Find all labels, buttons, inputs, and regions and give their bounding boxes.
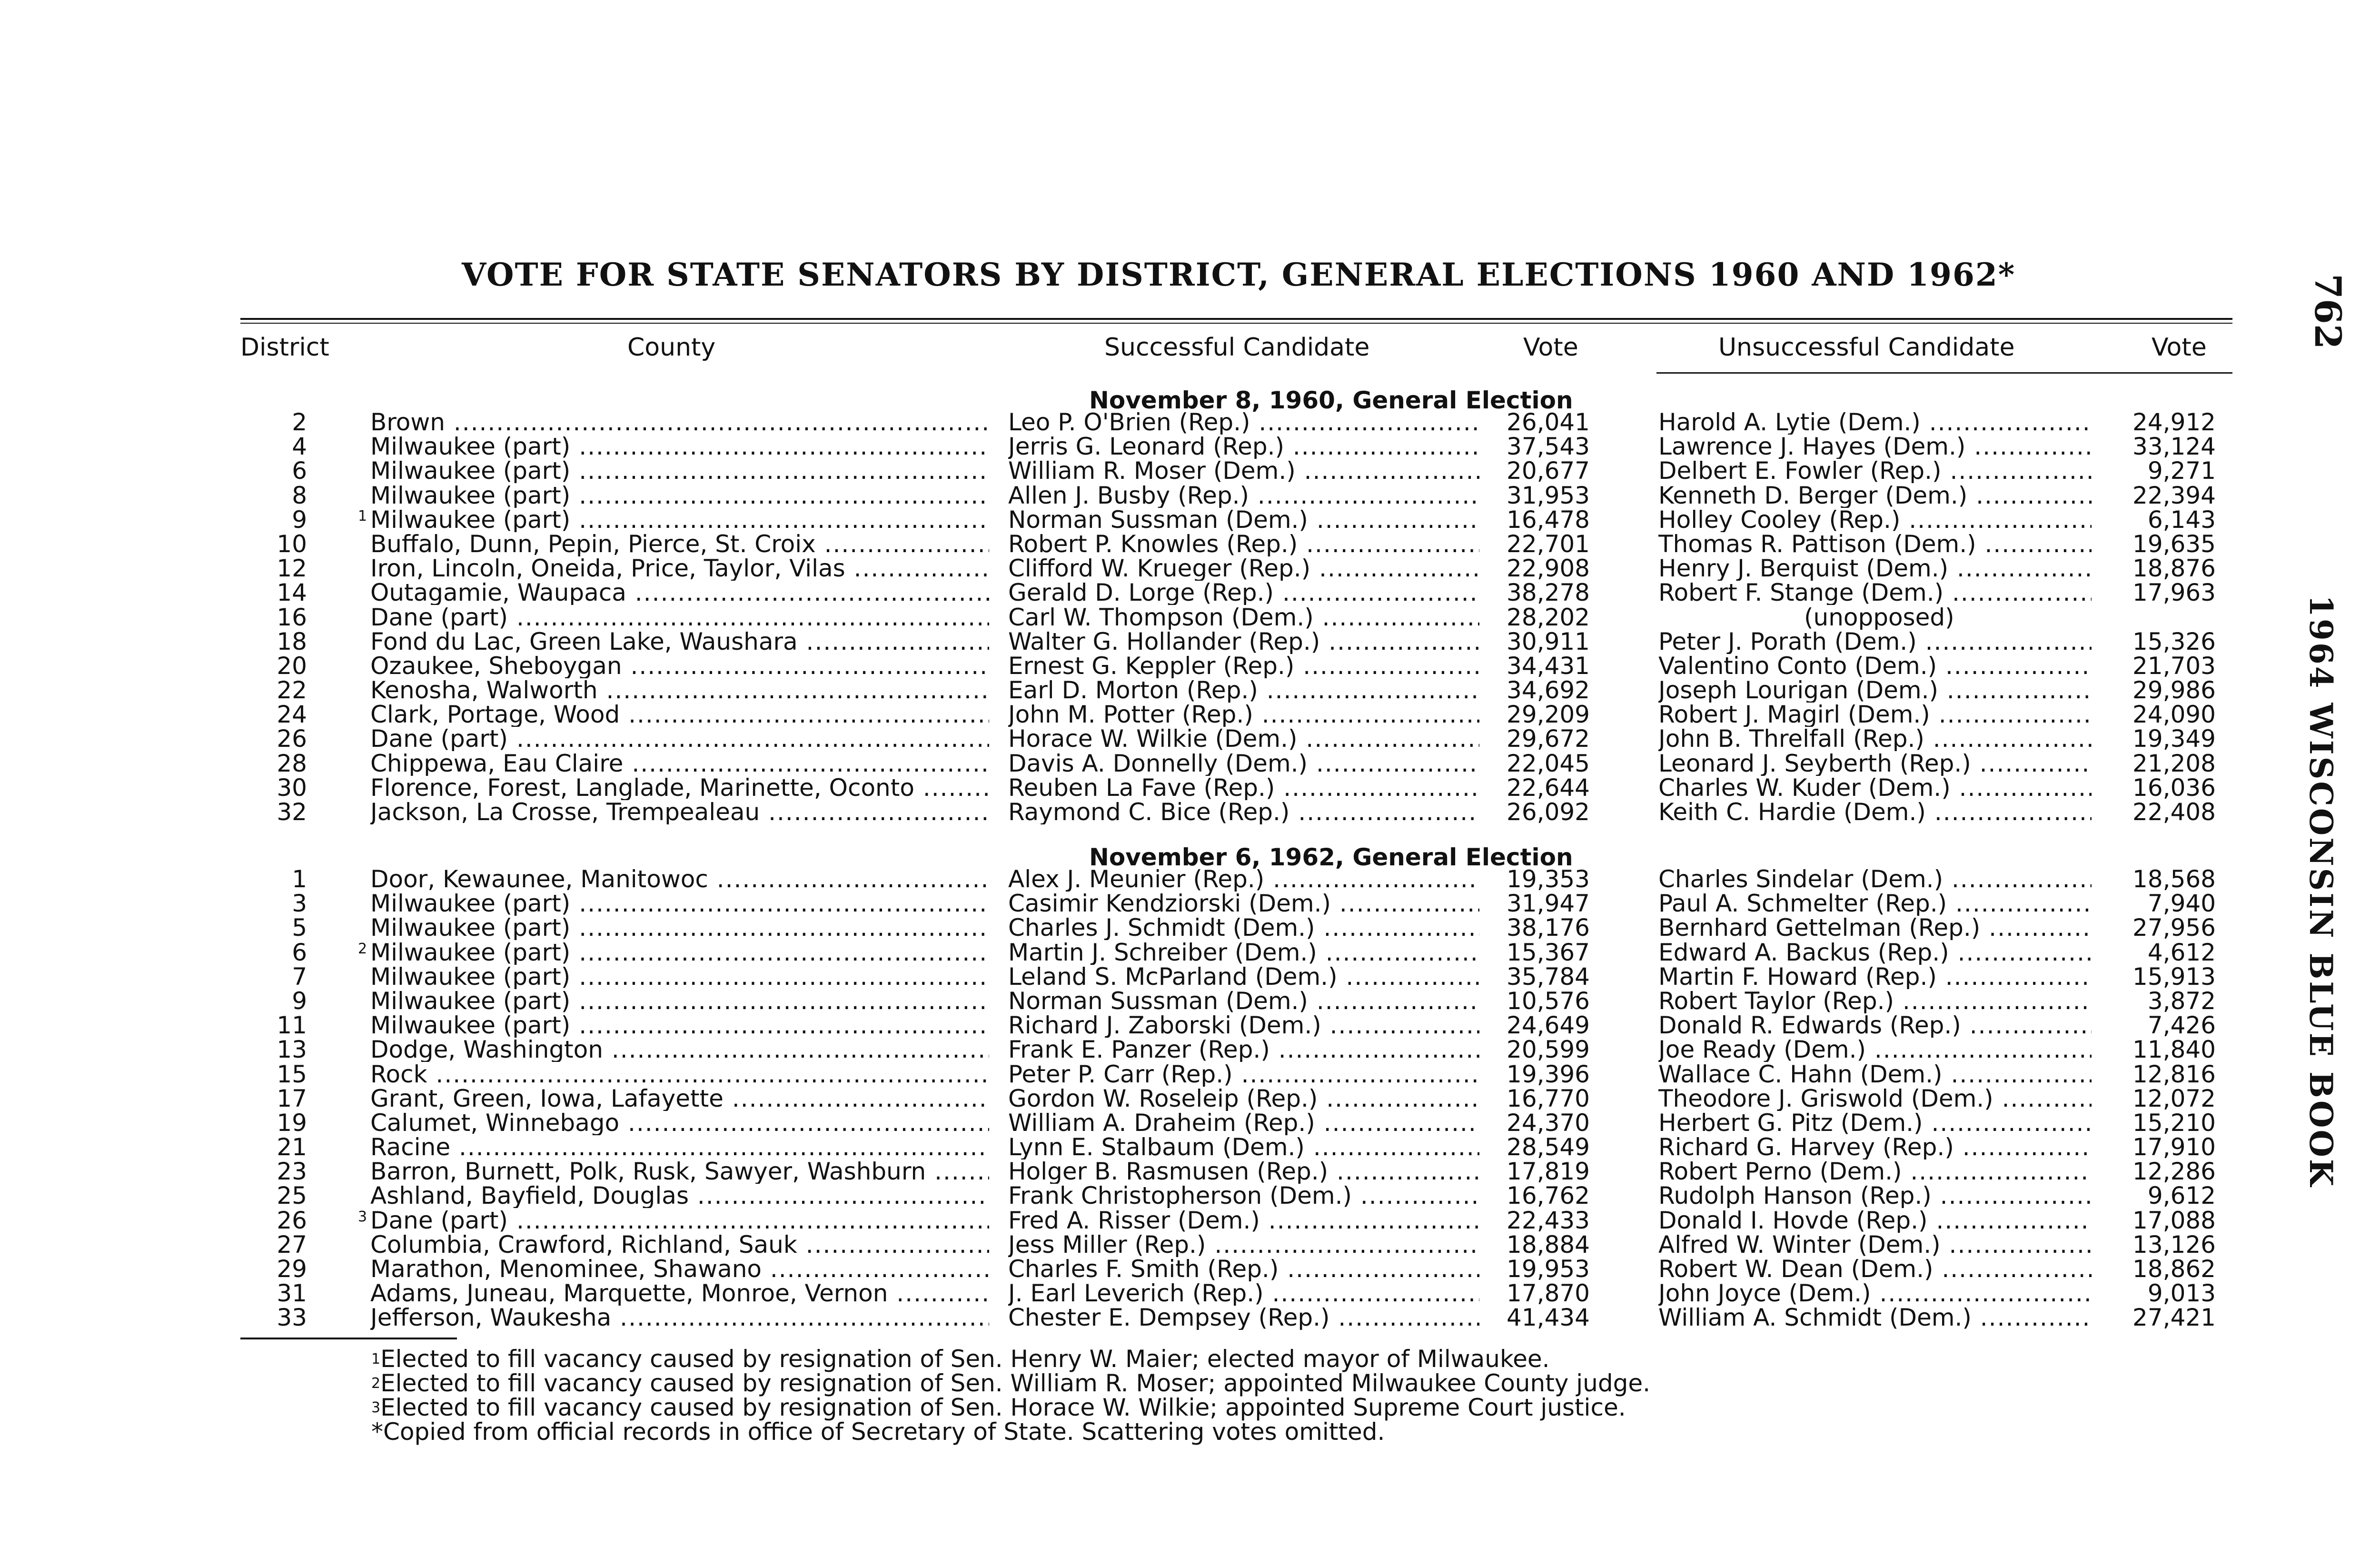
district-cell: 18 — [277, 627, 307, 655]
unsuccessful-vote-cell: 15,210 — [2132, 1109, 2216, 1137]
table-row — [0, 727, 2380, 751]
successful-candidate-cell: Frank E. Panzer (Rep.) ..... — [1008, 1038, 1479, 1062]
successful-vote-cell: 10,576 — [1507, 987, 1590, 1015]
footnote-rule — [240, 1338, 457, 1339]
county-cell: Calumet, Winnebago ..... — [370, 1111, 989, 1135]
table-top-rule — [240, 318, 2232, 320]
county-cell: Ozaukee, Sheboygan ..... — [370, 654, 989, 678]
district-cell: 32 — [277, 798, 307, 826]
unsuccessful-candidate-cell: Leonard J. Seyberth (Rep.) ..... — [1658, 752, 2092, 776]
successful-vote-cell: 16,478 — [1507, 505, 1590, 534]
unsuccessful-vote-cell: 3,872 — [2147, 987, 2216, 1015]
table-row — [0, 1013, 2380, 1038]
unsuccessful-candidate-cell: Robert J. Magirl (Dem.) ..... — [1658, 703, 2092, 727]
successful-vote-cell: 16,762 — [1507, 1182, 1590, 1210]
county-cell: Jackson, La Crosse, Trempealeau ..... — [370, 800, 989, 824]
successful-candidate-cell: Norman Sussman (Dem.) ..... — [1008, 508, 1479, 532]
unsuccessful-vote-cell: 18,876 — [2132, 555, 2216, 583]
table-row — [0, 749, 2380, 777]
header-county: County — [627, 333, 716, 362]
table-row — [0, 1084, 2380, 1112]
header-unsuccessful-candidate: Unsuccessful Candidate — [1718, 333, 2015, 362]
county-cell: Milwaukee (part) ..... — [370, 484, 989, 508]
district-cell: 11 — [277, 1011, 307, 1040]
successful-candidate-cell: J. Earl Leverich (Rep.) ..... — [1008, 1281, 1479, 1306]
unsuccessful-candidate-cell: (unopposed) — [1804, 605, 1954, 630]
footnote — [371, 1396, 1650, 1420]
successful-candidate-cell: Allen J. Busby (Rep.) ..... — [1008, 484, 1479, 508]
table-row — [0, 605, 2380, 630]
successful-candidate-cell: Casimir Kendziorski (Dem.) ..... — [1008, 892, 1479, 916]
county-cell: Dane (part) ..... — [370, 727, 989, 751]
table-row — [0, 962, 2380, 991]
successful-candidate-cell: Carl W. Thompson (Dem.) ..... — [1008, 605, 1479, 630]
table-row — [0, 627, 2380, 655]
footnotes — [371, 1347, 1650, 1444]
successful-vote-cell: 18,884 — [1507, 1230, 1590, 1259]
table-row — [0, 800, 2380, 824]
county-cell: Columbia, Crawford, Richland, Sauk ..... — [370, 1233, 989, 1257]
successful-candidate-cell: John M. Potter (Rep.) ..... — [1008, 703, 1479, 727]
county-cell: Dane (part) ..... — [370, 605, 989, 630]
successful-vote-cell: 22,433 — [1507, 1206, 1590, 1234]
county-cell: Rock ..... — [370, 1062, 989, 1087]
results-1960 — [0, 410, 2380, 824]
unsuccessful-candidate-cell: Charles W. Kuder (Dem.) ..... — [1658, 776, 2092, 800]
successful-vote-cell: 31,947 — [1507, 890, 1590, 918]
successful-vote-cell: 26,041 — [1507, 408, 1590, 436]
table-row — [0, 1160, 2380, 1184]
successful-vote-cell: 24,649 — [1507, 1011, 1590, 1040]
unsuccessful-vote-cell: 12,072 — [2132, 1084, 2216, 1112]
successful-candidate-cell: Leland S. McParland (Dem.) ..... — [1008, 965, 1479, 989]
unsuccessful-vote-cell: 18,568 — [2132, 865, 2216, 893]
unsuccessful-candidate-cell: Robert Perno (Dem.) ..... — [1658, 1160, 2092, 1184]
unsuccessful-candidate-cell: Edward A. Backus (Rep.) ..... — [1658, 941, 2092, 965]
unsuccessful-vote-cell: 18,862 — [2132, 1255, 2216, 1283]
successful-candidate-cell: Martin J. Schreiber (Dem.) ..... — [1008, 941, 1479, 965]
unsuccessful-candidate-cell: Thomas R. Pattison (Dem.) ..... — [1658, 532, 2092, 556]
successful-candidate-cell: Alex J. Meunier (Rep.) ..... — [1008, 867, 1479, 892]
header-vote-unsuccessful: Vote — [2152, 333, 2207, 362]
county-cell: Dane (part) ..... — [370, 1209, 989, 1233]
successful-candidate-cell: William A. Draheim (Rep.) ..... — [1008, 1111, 1479, 1135]
header-successful-candidate: Successful Candidate — [1104, 333, 1370, 362]
unsuccessful-candidate-cell: Alfred W. Winter (Dem.) ..... — [1658, 1233, 2092, 1257]
unsuccessful-candidate-cell: Rudolph Hanson (Rep.) ..... — [1658, 1184, 2092, 1208]
page-number: 762 — [2307, 274, 2349, 349]
county-cell: Door, Kewaunee, Manitowoc ..... — [370, 867, 989, 892]
unsuccessful-vote-cell: 6,143 — [2147, 505, 2216, 534]
county-cell: Kenosha, Walworth ..... — [370, 678, 989, 703]
unsuccessful-vote-cell: 22,408 — [2132, 798, 2216, 826]
table-top-rule-thin — [240, 323, 2232, 324]
district-cell: 12 — [277, 555, 307, 583]
successful-candidate-cell: Reuben La Fave (Rep.) ..... — [1008, 776, 1479, 800]
unsuccessful-vote-cell: 22,394 — [2132, 481, 2216, 509]
unsuccessful-vote-cell: 27,956 — [2132, 914, 2216, 942]
unsuccessful-vote-cell: 21,208 — [2132, 749, 2216, 777]
successful-vote-cell: 17,819 — [1507, 1158, 1590, 1186]
county-cell: Iron, Lincoln, Oneida, Price, Taylor, Vilas ..... — [370, 556, 989, 581]
header-bottom-rule — [1656, 372, 2232, 374]
county-cell: Milwaukee (part) ..... — [370, 941, 989, 965]
unsuccessful-candidate-cell: Joseph Lourigan (Dem.) ..... — [1658, 678, 2092, 703]
section-heading-1962: November 6, 1962, General Election — [1089, 843, 1573, 871]
results-1962 — [0, 867, 2380, 1330]
district-cell: 22 — [277, 676, 307, 704]
successful-candidate-cell: Earl D. Morton (Rep.) ..... — [1008, 678, 1479, 703]
table-row — [0, 1062, 2380, 1087]
successful-candidate-cell: Raymond C. Bice (Rep.) ..... — [1008, 800, 1479, 824]
county-cell: Racine ..... — [370, 1135, 989, 1160]
successful-candidate-cell: Jess Miller (Rep.) ..... — [1008, 1233, 1479, 1257]
unsuccessful-vote-cell: 13,126 — [2132, 1230, 2216, 1259]
county-cell: Ashland, Bayfield, Douglas ..... — [370, 1184, 989, 1208]
successful-candidate-cell: Leo P. O'Brien (Rep.) ..... — [1008, 410, 1479, 435]
district-cell: 25 — [277, 1182, 307, 1210]
successful-vote-cell: 17,870 — [1507, 1279, 1590, 1308]
unsuccessful-candidate-cell: Kenneth D. Berger (Dem.) ..... — [1658, 484, 2092, 508]
district-cell: 2 — [292, 408, 307, 436]
table-row — [0, 703, 2380, 727]
district-cell: 9 — [292, 987, 307, 1015]
footnote — [371, 1420, 1650, 1444]
table-row — [0, 1135, 2380, 1160]
successful-vote-cell: 28,549 — [1507, 1133, 1590, 1161]
successful-candidate-cell: Ernest G. Keppler (Rep.) ..... — [1008, 654, 1479, 678]
table-row — [0, 1230, 2380, 1259]
successful-candidate-cell: Fred A. Risser (Dem.) ..... — [1008, 1209, 1479, 1233]
header-vote: Vote — [1523, 333, 1578, 362]
district-cell: 1 — [292, 865, 307, 893]
successful-vote-cell: 41,434 — [1507, 1304, 1590, 1332]
county-cell: Buffalo, Dunn, Pepin, Pierce, St. Croix ..... — [370, 532, 989, 556]
footnote — [371, 1347, 1650, 1371]
table-row — [0, 892, 2380, 916]
unsuccessful-vote-cell: 9,271 — [2147, 457, 2216, 485]
successful-vote-cell: 19,353 — [1507, 865, 1590, 893]
table-row — [0, 1306, 2380, 1330]
unsuccessful-candidate-cell: Donald I. Hovde (Rep.) ..... — [1658, 1209, 2092, 1233]
unsuccessful-candidate-cell: Donald R. Edwards (Rep.) ..... — [1658, 1013, 2092, 1038]
successful-candidate-cell: Gerald D. Lorge (Rep.) ..... — [1008, 581, 1479, 605]
unsuccessful-vote-cell: 11,840 — [2132, 1036, 2216, 1064]
unsuccessful-candidate-cell: Delbert E. Fowler (Rep.) ..... — [1658, 459, 2092, 483]
county-cell: Milwaukee (part) ..... — [370, 916, 989, 940]
district-cell: 33 — [277, 1304, 307, 1332]
unsuccessful-vote-cell: 7,426 — [2147, 1011, 2216, 1040]
successful-vote-cell: 31,953 — [1507, 481, 1590, 509]
unsuccessful-candidate-cell: Harold A. Lytie (Dem.) ..... — [1658, 410, 2092, 435]
successful-candidate-cell: Robert P. Knowles (Rep.) ..... — [1008, 532, 1479, 556]
footnote-marker: 2 — [371, 1375, 381, 1392]
unsuccessful-candidate-cell: Richard G. Harvey (Rep.) ..... — [1658, 1135, 2092, 1160]
footnote-mark: 2 — [358, 940, 367, 957]
county-cell: Milwaukee (part) ..... — [370, 435, 989, 459]
successful-vote-cell: 38,176 — [1507, 914, 1590, 942]
successful-candidate-cell: Charles F. Smith (Rep.) ..... — [1008, 1257, 1479, 1281]
unsuccessful-candidate-cell: Henry J. Berquist (Dem.) ..... — [1658, 556, 2092, 581]
table-row — [0, 867, 2380, 892]
district-cell: 30 — [277, 773, 307, 802]
unsuccessful-vote-cell: 17,088 — [2132, 1206, 2216, 1234]
county-cell: Barron, Burnett, Polk, Rusk, Sawyer, Washburn ..... — [370, 1160, 989, 1184]
unsuccessful-vote-cell: 27,421 — [2132, 1304, 2216, 1332]
county-cell: Brown ..... — [370, 410, 989, 435]
county-cell: Milwaukee (part) ..... — [370, 508, 989, 532]
unsuccessful-vote-cell: 16,036 — [2132, 773, 2216, 802]
successful-candidate-cell: Norman Sussman (Dem.) ..... — [1008, 989, 1479, 1013]
successful-vote-cell: 29,672 — [1507, 725, 1590, 753]
footnote-mark: 3 — [358, 1208, 367, 1225]
successful-candidate-cell: Chester E. Dempsey (Rep.) ..... — [1008, 1306, 1479, 1330]
successful-candidate-cell: Richard J. Zaborski (Dem.) ..... — [1008, 1013, 1479, 1038]
footnote-marker: 1 — [371, 1351, 381, 1368]
district-cell: 21 — [277, 1133, 307, 1161]
unsuccessful-vote-cell: 12,286 — [2132, 1158, 2216, 1186]
successful-vote-cell: 22,908 — [1507, 555, 1590, 583]
district-cell: 10 — [277, 530, 307, 558]
county-cell: Milwaukee (part) ..... — [370, 459, 989, 483]
county-cell: Milwaukee (part) ..... — [370, 965, 989, 989]
successful-vote-cell: 38,278 — [1507, 579, 1590, 607]
county-cell: Milwaukee (part) ..... — [370, 892, 989, 916]
successful-candidate-cell: Clifford W. Krueger (Rep.) ..... — [1008, 556, 1479, 581]
district-cell: 4 — [292, 433, 307, 461]
district-cell: 28 — [277, 749, 307, 777]
successful-vote-cell: 28,202 — [1507, 603, 1590, 631]
district-cell: 31 — [277, 1279, 307, 1308]
footnote — [371, 1371, 1650, 1396]
footnote-text: Copied from official records in office of Secretary of State. Scattering votes omitted. — [383, 1418, 1385, 1446]
county-cell: Dodge, Washington ..... — [370, 1038, 989, 1062]
county-cell: Fond du Lac, Green Lake, Waushara ..... — [370, 630, 989, 654]
unsuccessful-candidate-cell: Martin F. Howard (Rep.) ..... — [1658, 965, 2092, 989]
successful-vote-cell: 24,370 — [1507, 1109, 1590, 1137]
table-row — [0, 581, 2380, 605]
unsuccessful-candidate-cell: Valentino Conto (Dem.) ..... — [1658, 654, 2092, 678]
unsuccessful-candidate-cell: Wallace C. Hahn (Dem.) ..... — [1658, 1062, 2092, 1087]
successful-vote-cell: 37,543 — [1507, 433, 1590, 461]
district-cell: 6 — [292, 457, 307, 485]
table-row — [0, 1038, 2380, 1062]
successful-vote-cell: 22,045 — [1507, 749, 1590, 777]
successful-vote-cell: 34,431 — [1507, 652, 1590, 680]
section-heading-1960: November 8, 1960, General Election — [1089, 386, 1573, 414]
county-cell: Florence, Forest, Langlade, Marinette, Oconto ..... — [370, 776, 989, 800]
footnote-marker: * — [371, 1418, 383, 1446]
district-cell: 14 — [277, 579, 307, 607]
district-cell: 5 — [292, 914, 307, 942]
unsuccessful-candidate-cell: Paul A. Schmelter (Rep.) ..... — [1658, 892, 2092, 916]
unsuccessful-vote-cell: 4,612 — [2147, 938, 2216, 966]
district-cell: 29 — [277, 1255, 307, 1283]
district-cell: 19 — [277, 1109, 307, 1137]
successful-candidate-cell: Lynn E. Stalbaum (Dem.) ..... — [1008, 1135, 1479, 1160]
successful-candidate-cell: Jerris G. Leonard (Rep.) ..... — [1008, 435, 1479, 459]
unsuccessful-candidate-cell: John Joyce (Dem.) ..... — [1658, 1281, 2092, 1306]
unsuccessful-candidate-cell: Keith C. Hardie (Dem.) ..... — [1658, 800, 2092, 824]
successful-vote-cell: 15,367 — [1507, 938, 1590, 966]
table-row — [0, 532, 2380, 556]
successful-candidate-cell: Holger B. Rasmusen (Rep.) ..... — [1008, 1160, 1479, 1184]
successful-vote-cell: 26,092 — [1507, 798, 1590, 826]
footnote-text: Elected to fill vacancy caused by resignation of Sen. Horace W. Wilkie; appointed Supreme Court justice. — [380, 1394, 1626, 1421]
successful-candidate-cell: Horace W. Wilkie (Dem.) ..... — [1008, 727, 1479, 751]
successful-vote-cell: 20,677 — [1507, 457, 1590, 485]
successful-vote-cell: 19,953 — [1507, 1255, 1590, 1283]
unsuccessful-vote-cell: 9,013 — [2147, 1279, 2216, 1308]
successful-vote-cell: 22,701 — [1507, 530, 1590, 558]
county-cell: Jefferson, Waukesha ..... — [370, 1306, 989, 1330]
district-cell: 23 — [277, 1158, 307, 1186]
unsuccessful-vote-cell: 24,912 — [2132, 408, 2216, 436]
table-row — [0, 916, 2380, 940]
successful-candidate-cell: Walter G. Hollander (Rep.) ..... — [1008, 630, 1479, 654]
table-row — [0, 556, 2380, 581]
district-cell: 24 — [277, 701, 307, 729]
table-row — [0, 505, 2380, 534]
unsuccessful-vote-cell: 15,326 — [2132, 627, 2216, 655]
table-row — [0, 678, 2380, 703]
unsuccessful-vote-cell: 24,090 — [2132, 701, 2216, 729]
unsuccessful-candidate-cell: Herbert G. Pitz (Dem.) ..... — [1658, 1111, 2092, 1135]
table-row — [0, 654, 2380, 678]
successful-vote-cell: 30,911 — [1507, 627, 1590, 655]
successful-vote-cell: 35,784 — [1507, 962, 1590, 991]
county-cell: Adams, Juneau, Marquette, Monroe, Vernon ..... — [370, 1281, 989, 1306]
successful-candidate-cell: Charles J. Schmidt (Dem.) ..... — [1008, 916, 1479, 940]
unsuccessful-candidate-cell: Charles Sindelar (Dem.) ..... — [1658, 867, 2092, 892]
unsuccessful-vote-cell: 9,612 — [2147, 1182, 2216, 1210]
footnote-text: Elected to fill vacancy caused by resignation of Sen. Henry W. Maier; elected mayor of Milwaukee. — [380, 1345, 1550, 1373]
successful-candidate-cell: Frank Christopherson (Dem.) ..... — [1008, 1184, 1479, 1208]
successful-vote-cell: 22,644 — [1507, 773, 1590, 802]
unsuccessful-vote-cell: 33,124 — [2132, 433, 2216, 461]
table-row — [0, 989, 2380, 1013]
table-row — [0, 1111, 2380, 1135]
successful-candidate-cell: Davis A. Donnelly (Dem.) ..... — [1008, 752, 1479, 776]
successful-vote-cell: 20,599 — [1507, 1036, 1590, 1064]
unsuccessful-candidate-cell: Robert W. Dean (Dem.) ..... — [1658, 1257, 2092, 1281]
running-header: 1964 WISCONSIN BLUE BOOK — [2302, 595, 2340, 1189]
footnote-marker: 3 — [371, 1399, 381, 1416]
district-cell: 16 — [277, 603, 307, 631]
county-cell: Milwaukee (part) ..... — [370, 1013, 989, 1038]
unsuccessful-candidate-cell: John B. Threlfall (Rep.) ..... — [1658, 727, 2092, 751]
successful-vote-cell: 34,692 — [1507, 676, 1590, 704]
unsuccessful-vote-cell: 7,940 — [2147, 890, 2216, 918]
successful-vote-cell: 19,396 — [1507, 1060, 1590, 1088]
table-row — [0, 1206, 2380, 1234]
page-title: VOTE FOR STATE SENATORS BY DISTRICT, GENERAL ELECTIONS 1960 AND 1962* — [462, 256, 2016, 293]
district-cell: 6 — [292, 938, 307, 966]
unsuccessful-vote-cell: 19,349 — [2132, 725, 2216, 753]
unsuccessful-vote-cell: 29,986 — [2132, 676, 2216, 704]
county-cell: Chippewa, Eau Claire ..... — [370, 752, 989, 776]
table-row — [0, 1184, 2380, 1208]
successful-vote-cell: 16,770 — [1507, 1084, 1590, 1112]
district-cell: 3 — [292, 890, 307, 918]
table-row — [0, 459, 2380, 483]
successful-candidate-cell: Peter P. Carr (Rep.) ..... — [1008, 1062, 1479, 1087]
district-cell: 27 — [277, 1230, 307, 1259]
table-row — [0, 1281, 2380, 1306]
table-row — [0, 410, 2380, 435]
district-cell: 7 — [292, 962, 307, 991]
unsuccessful-candidate-cell: Lawrence J. Hayes (Dem.) ..... — [1658, 435, 2092, 459]
unsuccessful-vote-cell: 21,703 — [2132, 652, 2216, 680]
unsuccessful-vote-cell: 17,963 — [2132, 579, 2216, 607]
table-row — [0, 435, 2380, 459]
table-row — [0, 481, 2380, 509]
unsuccessful-candidate-cell: Theodore J. Griswold (Dem.) ..... — [1658, 1087, 2092, 1111]
table-row — [0, 938, 2380, 966]
table-row — [0, 773, 2380, 802]
district-cell: 9 — [292, 505, 307, 534]
unsuccessful-candidate-cell: Robert F. Stange (Dem.) ..... — [1658, 581, 2092, 605]
county-cell: Outagamie, Waupaca ..... — [370, 581, 989, 605]
county-cell: Marathon, Menominee, Shawano ..... — [370, 1257, 989, 1281]
county-cell: Grant, Green, Iowa, Lafayette ..... — [370, 1087, 989, 1111]
unsuccessful-vote-cell: 15,913 — [2132, 962, 2216, 991]
unsuccessful-candidate-cell: Peter J. Porath (Dem.) ..... — [1658, 630, 2092, 654]
footnote-mark: 1 — [358, 507, 367, 525]
district-cell: 13 — [277, 1036, 307, 1064]
successful-vote-cell: 29,209 — [1507, 701, 1590, 729]
unsuccessful-candidate-cell: Joe Ready (Dem.) ..... — [1658, 1038, 2092, 1062]
district-cell: 17 — [277, 1084, 307, 1112]
header-district: District — [240, 333, 329, 362]
unsuccessful-candidate-cell: Robert Taylor (Rep.) ..... — [1658, 989, 2092, 1013]
unsuccessful-vote-cell: 19,635 — [2132, 530, 2216, 558]
district-cell: 26 — [277, 1206, 307, 1234]
unsuccessful-candidate-cell: Bernhard Gettelman (Rep.) ..... — [1658, 916, 2092, 940]
district-cell: 20 — [277, 652, 307, 680]
unsuccessful-vote-cell: 12,816 — [2132, 1060, 2216, 1088]
successful-candidate-cell: William R. Moser (Dem.) ..... — [1008, 459, 1479, 483]
county-cell: Milwaukee (part) ..... — [370, 989, 989, 1013]
successful-candidate-cell: Gordon W. Roseleip (Rep.) ..... — [1008, 1087, 1479, 1111]
unsuccessful-candidate-cell: William A. Schmidt (Dem.) ..... — [1658, 1306, 2092, 1330]
district-cell: 15 — [277, 1060, 307, 1088]
county-cell: Clark, Portage, Wood ..... — [370, 703, 989, 727]
unsuccessful-candidate-cell: Holley Cooley (Rep.) ..... — [1658, 508, 2092, 532]
district-cell: 8 — [292, 481, 307, 509]
unsuccessful-vote-cell: 17,910 — [2132, 1133, 2216, 1161]
district-cell: 26 — [277, 725, 307, 753]
footnote-text: Elected to fill vacancy caused by resignation of Sen. William R. Moser; appointed Milwaukee County judge. — [380, 1369, 1650, 1397]
table-row — [0, 1257, 2380, 1281]
